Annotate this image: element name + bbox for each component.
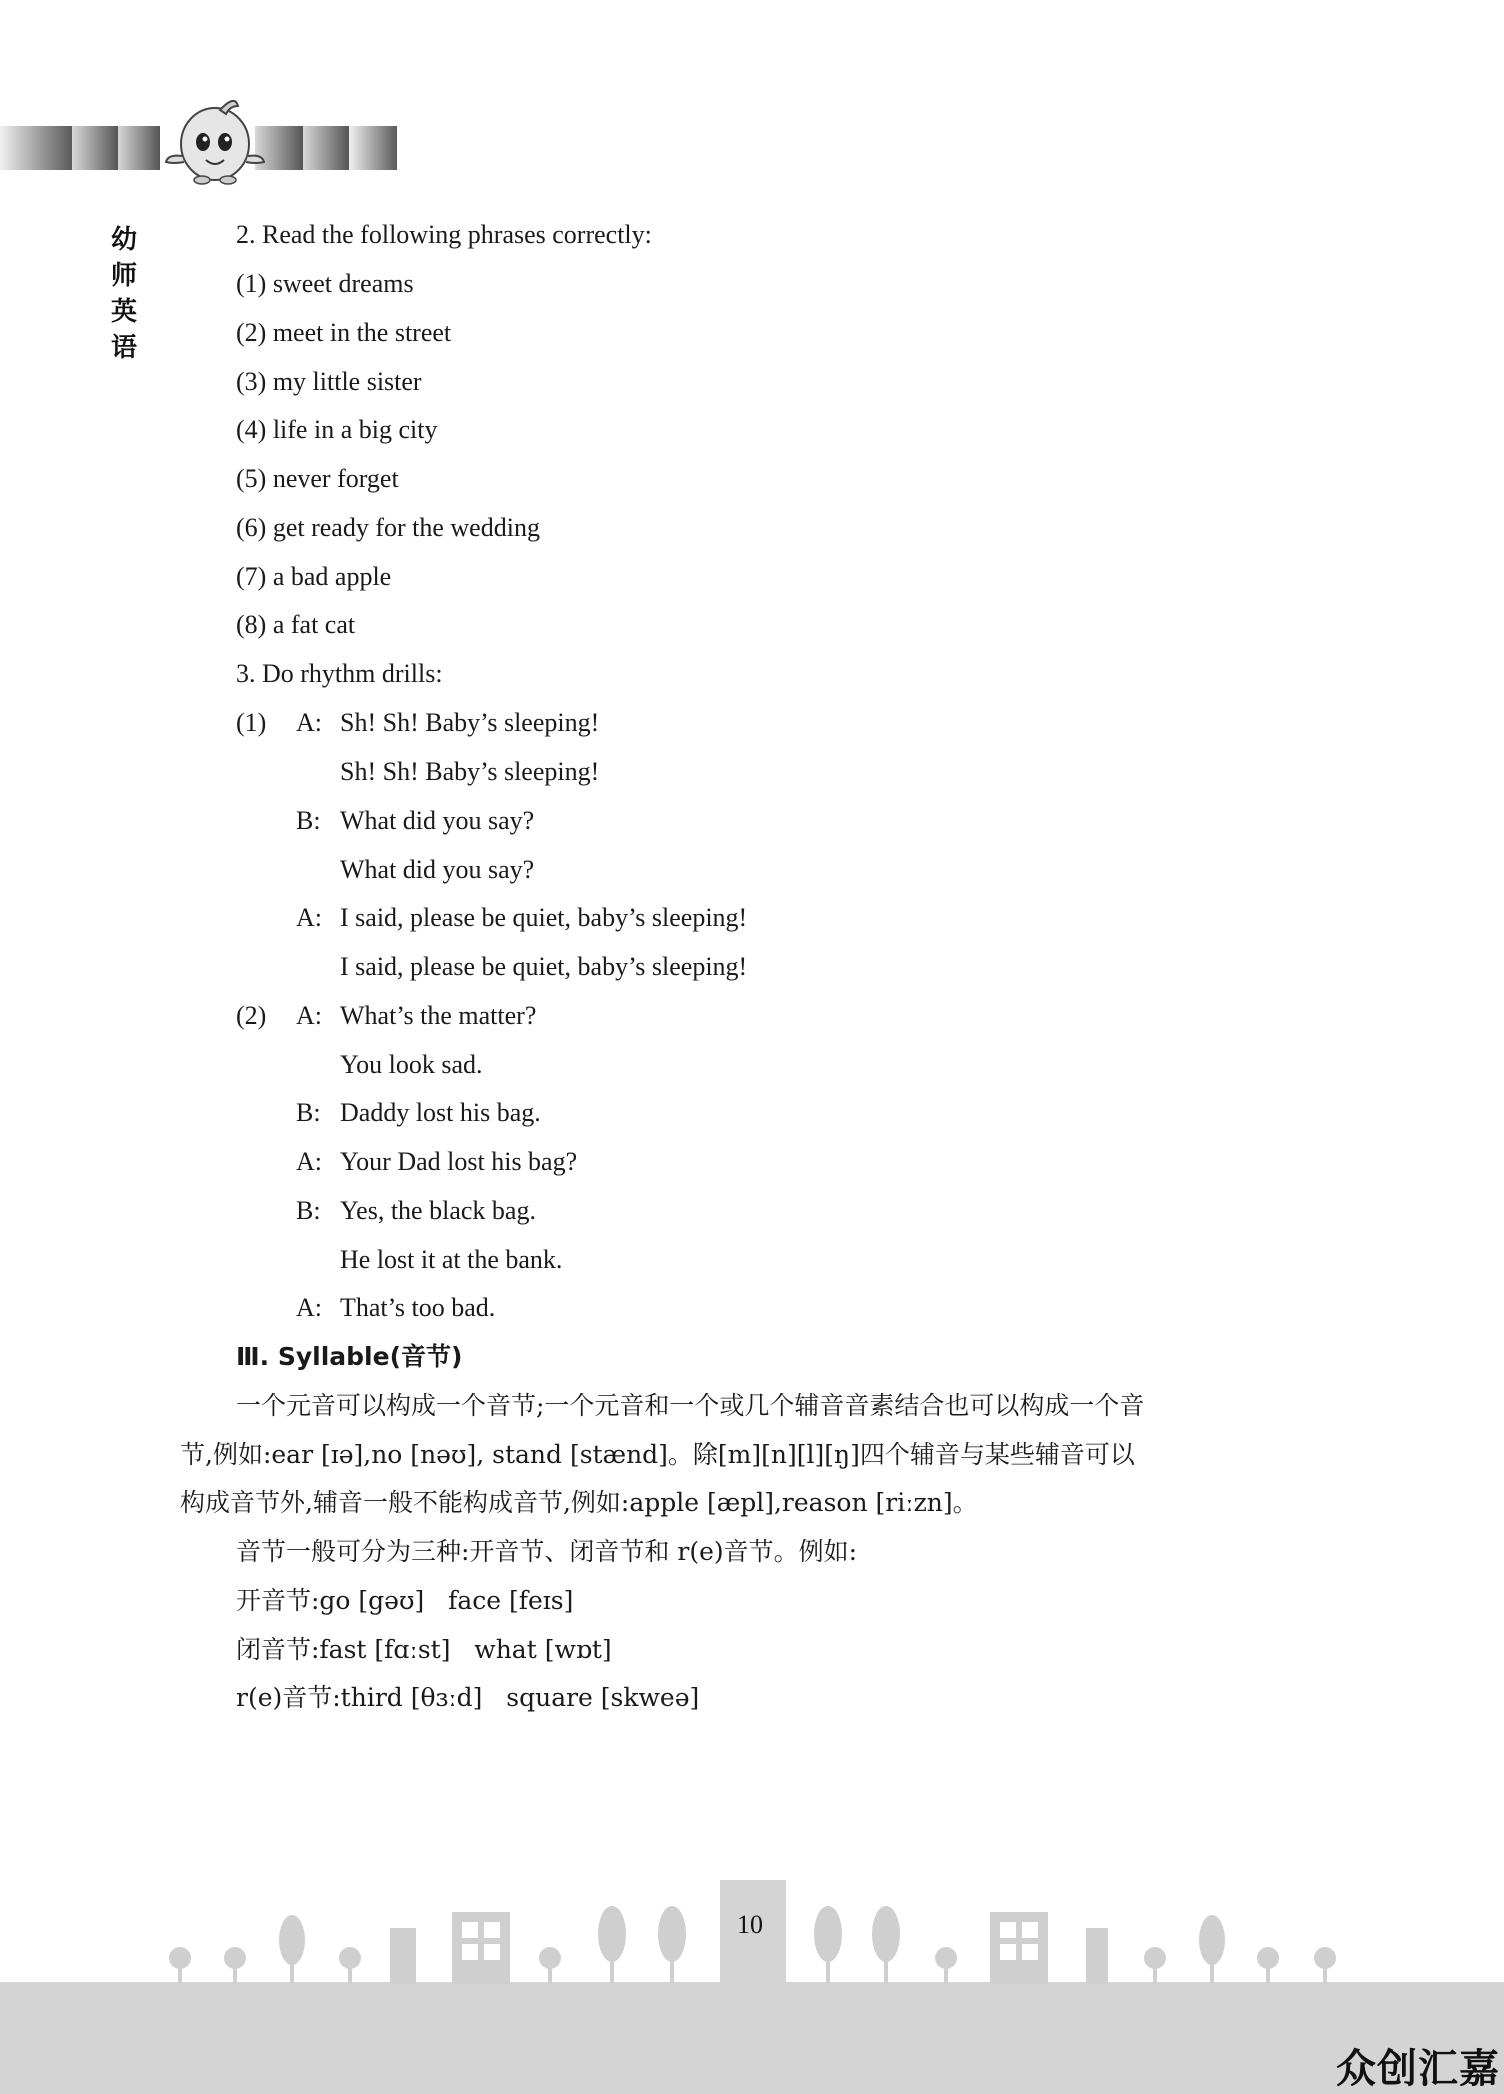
phrase-text: never forget — [272, 464, 399, 493]
side-label-char: 师 — [110, 261, 137, 291]
phrase-text: sweet dreams — [272, 269, 414, 298]
exercise-2-title: 2. Read the following phrases correctly: — [236, 220, 652, 249]
side-label-char: 英 — [110, 297, 137, 327]
drill-text: I said, please be quiet, baby’s sleeping! — [340, 952, 748, 981]
drill-text: That’s too bad. — [340, 1293, 496, 1322]
paragraph-line: 音节一般可分为三种:开音节、闭音节和 r(e)音节。例如: — [236, 1537, 858, 1566]
exercise-3-title: 3. Do rhythm drills: — [236, 659, 443, 688]
drill-number: (1) — [236, 708, 267, 737]
example-line: r(e)音节:third [θɜːd] square [skweə] — [236, 1683, 700, 1712]
side-label-char: 幼 — [110, 225, 137, 255]
drill-text: What did you say? — [340, 806, 535, 835]
drill-text: Your Dad lost his bag? — [340, 1147, 578, 1176]
phrase-text: my little sister — [272, 367, 422, 396]
footer-cityscape — [0, 1870, 1504, 2094]
drill-speaker: A: — [296, 1293, 322, 1322]
example-line: 闭音节:fast [fɑːst] what [wɒt] — [236, 1635, 612, 1664]
example-line: 开音节:go [gəʊ] face [feɪs] — [236, 1586, 574, 1615]
phrase-text: a bad apple — [272, 562, 392, 591]
section-heading: Ⅲ. Syllable(音节) — [236, 1342, 463, 1371]
drill-speaker: A: — [296, 1147, 322, 1176]
drill-text: Daddy lost his bag. — [340, 1098, 541, 1127]
side-label-char: 语 — [110, 333, 137, 363]
drill-text: What’s the matter? — [340, 1001, 537, 1030]
page-number: 10 — [737, 1910, 763, 1939]
phrase-text: meet in the street — [272, 318, 452, 347]
drill-text: I said, please be quiet, baby’s sleeping! — [340, 903, 748, 932]
phrase-text: get ready for the wedding — [272, 513, 540, 542]
phrase-item — [236, 608, 355, 642]
phrase-number: (8) — [236, 610, 267, 639]
drill-speaker: A: — [296, 1001, 322, 1030]
phrase-item — [236, 365, 422, 399]
drill-speaker: A: — [296, 903, 322, 932]
drill-number: (2) — [236, 1001, 267, 1030]
drill-speaker: B: — [296, 1196, 321, 1225]
drill-text: He lost it at the bank. — [340, 1245, 563, 1274]
mascot-logo — [160, 92, 270, 187]
phrase-number: (1) — [236, 269, 267, 298]
drill-text: Sh! Sh! Baby’s sleeping! — [340, 708, 600, 737]
paragraph-line: 构成音节外,辅音一般不能构成音节,例如:apple [æpl],reason [riːzn]。 — [180, 1488, 978, 1517]
book-title-vertical — [106, 222, 142, 366]
phrase-number: (4) — [236, 415, 267, 444]
drill-text: Yes, the black bag. — [340, 1196, 536, 1225]
phrase-item — [236, 462, 399, 496]
phrase-item — [236, 413, 437, 447]
drill-text: You look sad. — [340, 1050, 483, 1079]
paragraph-line: 一个元音可以构成一个音节;一个元音和一个或几个辅音音素结合也可以构成一个音 — [236, 1391, 1145, 1420]
watermark-logo: 众创汇嘉 — [1336, 2046, 1500, 2092]
phrase-item — [236, 511, 540, 545]
phrase-text: a fat cat — [272, 610, 356, 639]
phrase-item — [236, 316, 451, 350]
phrase-number: (7) — [236, 562, 267, 591]
drill-text: What did you say? — [340, 855, 535, 884]
phrase-number: (3) — [236, 367, 267, 396]
phrase-number: (2) — [236, 318, 267, 347]
phrase-number: (5) — [236, 464, 267, 493]
paragraph-line: 节,例如:ear [ɪə],no [nəʊ], stand [stænd]。除[m][n][l][ŋ]四个辅音与某些辅音可以 — [180, 1440, 1135, 1469]
drill-line — [236, 706, 266, 740]
drill-speaker: A: — [296, 708, 322, 737]
drill-speaker: B: — [296, 806, 321, 835]
drill-speaker: B: — [296, 1098, 321, 1127]
phrase-item — [236, 560, 391, 594]
drill-text: Sh! Sh! Baby’s sleeping! — [340, 757, 600, 786]
phrase-text: life in a big city — [272, 415, 438, 444]
phrase-number: (6) — [236, 513, 267, 542]
phrase-item — [236, 267, 414, 301]
